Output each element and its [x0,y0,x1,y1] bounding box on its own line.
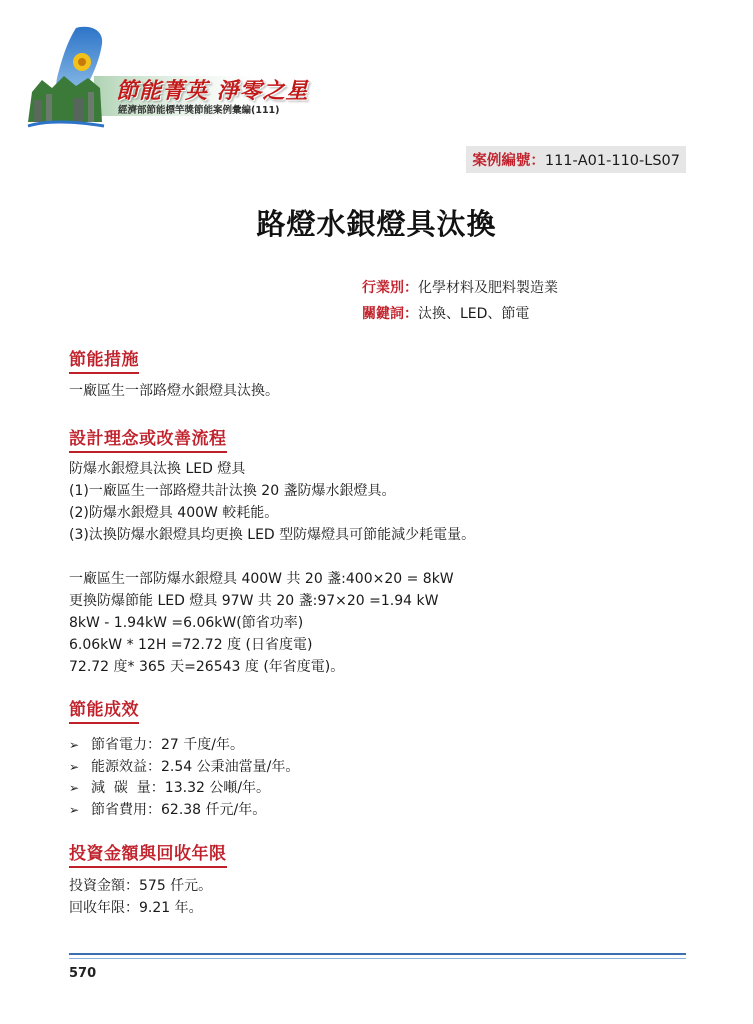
list-item: ➢ 節省電力：27 千度/年。 [69,735,299,757]
industry-value: 化學材料及肥料製造業 [418,280,558,296]
arrow-bullet-icon: ➢ [69,759,80,774]
investment-line: 回收年限：9.21 年。 [69,900,203,916]
calc-line: 6.06kW * 12H =72.72 度 (日省度電) [69,637,313,653]
footer-rule-thin [69,958,686,959]
arrow-bullet-icon: ➢ [69,781,80,795]
calc-line: 8kW - 1.94kW =6.06kW(節省功率) [69,615,304,631]
results-list [69,735,299,821]
design-line: (1)一廠區生一部路燈共計汰換 20 盞防爆水銀燈具。 [69,483,396,499]
keywords-row [362,303,529,323]
page-number: 570 [69,966,97,981]
keywords-label: 關鍵詞： [362,306,418,322]
logo-title: 節能菁英 淨零之星 [116,78,309,104]
arrow-bullet-icon: ➢ [69,802,80,817]
section-heading-measures: 節能措施 [69,345,139,374]
logo-subtitle: 經濟部節能標竿獎節能案例彙編(111) [118,105,280,116]
footer-rule [69,953,686,955]
design-calculation [69,568,454,678]
calc-line: 更換防爆節能 LED 燈具 97W 共 20 盞:97×20 =1.94 kW [69,593,439,609]
investment-line: 投資金額：575 仟元。 [69,878,213,894]
case-number-box [466,146,686,173]
measures-line: 一廠區生一部路燈水銀燈具汰換。 [69,383,279,399]
keywords-value: 汰換、LED、節電 [418,306,530,322]
arrow-bullet-icon: ➢ [69,738,80,752]
design-line: (3)汰換防爆水銀燈具均更換 LED 型防爆燈具可節能減少耗電量。 [69,527,476,543]
section-heading-results: 節能成效 [69,695,139,724]
calc-line: 一廠區生一部防爆水銀燈具 400W 共 20 盞:400×20 = 8kW [69,571,454,587]
section-heading-design: 設計理念或改善流程 [69,424,227,453]
logo [14,22,309,134]
design-line: (2)防爆水銀燈具 400W 較耗能。 [69,505,279,521]
section-heading-investment: 投資金額與回收年限 [69,839,227,868]
industry-row [362,277,558,297]
design-steps [69,458,475,546]
measures-text [69,380,279,402]
list-item: ➢ 能源效益：2.54 公秉油當量/年。 [69,757,299,779]
page-title: 路燈水銀燈具汰換 [256,207,497,241]
investment-text [69,875,212,919]
industry-label: 行業別： [362,280,418,296]
list-item: ➢ 節省費用：62.38 仟元/年。 [69,800,299,822]
list-item: ➢ 減 碳 量：13.32 公噸/年。 [69,778,299,800]
calc-line: 72.72 度* 365 天=26543 度 (年省度電)。 [69,659,345,675]
case-number-value: 111-A01-110-LS07 [544,153,680,169]
design-line: 防爆水銀燈具汰換 LED 燈具 [69,461,246,477]
case-number-label: 案例編號： [472,153,545,169]
